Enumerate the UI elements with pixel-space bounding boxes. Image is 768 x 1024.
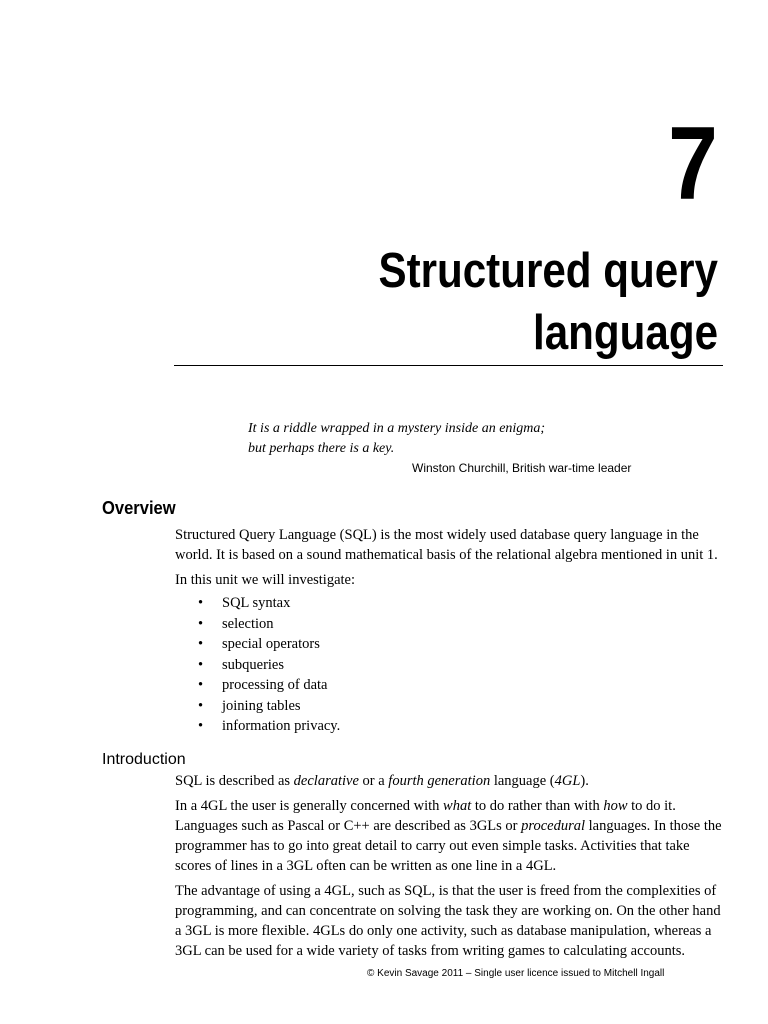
text-run: In a 4GL the user is generally concerned with (175, 798, 444, 814)
epigraph-line-2: but perhaps there is a key. (248, 441, 395, 456)
chapter-title (236, 240, 718, 364)
emphasis-fourth-generation: fourth generation (388, 773, 491, 789)
list-item-text: information privacy. (222, 718, 341, 734)
text-run: to do it. Languages such as Pascal or C++ are described as 3GLs or (175, 798, 676, 834)
introduction-paragraph-2 (175, 796, 727, 876)
list-item (198, 593, 340, 614)
emphasis-declarative: declarative (293, 773, 359, 789)
list-item (198, 634, 340, 655)
text-run: SQL is described as (175, 773, 294, 789)
chapter-title-line-1: Structured query (378, 244, 718, 298)
introduction-body (175, 771, 727, 966)
bullet-icon: • (198, 677, 204, 693)
emphasis-how: how (603, 798, 628, 814)
epigraph-attribution: Winston Churchill, British war-time leader (412, 461, 632, 475)
text-run: ). (580, 773, 589, 789)
list-item-text: processing of data (222, 677, 328, 693)
bullet-icon: • (198, 595, 204, 611)
overview-paragraph-1: Structured Query Language (SQL) is the most widely used database query language in the world. It is based on a sound mathematical basis of the relational algebra mentioned in unit 1. (175, 527, 718, 563)
list-item-text: joining tables (222, 697, 301, 714)
text-run: or a (358, 773, 389, 789)
list-item-text: SQL syntax (222, 595, 291, 611)
text-run: languages. In those the programmer has to go into great detail to carry out even simple tasks. Activities that take scores of lines in a 3GL often can be written as one line in a 4GL. (175, 818, 722, 874)
overview-body (175, 525, 727, 595)
bullet-icon: • (198, 636, 204, 652)
chapter-title-line-2: language (533, 306, 718, 360)
investigation-topics-list (198, 593, 340, 737)
overview-heading: Overview (102, 498, 176, 518)
bullet-icon: • (198, 656, 204, 673)
emphasis-4gl: 4GL (554, 773, 581, 789)
copyright-footer: © Kevin Savage 2011 – Single user licence issued to Mitchell Ingall (367, 968, 665, 979)
chapter-number: 7 (668, 106, 718, 222)
text-run: language ( (490, 773, 555, 789)
list-item-text: subqueries (222, 656, 285, 673)
introduction-heading: Introduction (102, 751, 186, 768)
bullet-icon: • (198, 615, 204, 632)
introduction-paragraph-3: The advantage of using a 4GL, such as SQL, is that the user is freed from the complexities of programming, and can concentrate on solving the task they are working on. On the other hand a 3GL is more flexible. 4GLs do only one activity, such as database manipulation, whereas a 3GL can be used for a wide variety of tasks from writing games to calculating accounts. (175, 883, 721, 959)
text-run: to do rather than with (471, 798, 604, 814)
bullet-icon: • (198, 718, 204, 734)
epigraph (248, 419, 668, 459)
overview-paragraph-2: In this unit we will investigate: (175, 572, 356, 588)
introduction-paragraph-1 (175, 771, 727, 791)
list-item (198, 655, 340, 676)
epigraph-line-1: It is a riddle wrapped in a mystery inside an enigma; (248, 421, 546, 436)
list-item (198, 716, 340, 737)
emphasis-procedural: procedural (521, 818, 586, 834)
list-item (198, 696, 340, 717)
list-item (198, 675, 340, 696)
list-item-text: special operators (222, 636, 320, 652)
title-divider (174, 365, 723, 366)
emphasis-what: what (443, 798, 472, 814)
list-item (198, 614, 340, 635)
bullet-icon: • (198, 697, 204, 714)
list-item-text: selection (222, 615, 274, 632)
